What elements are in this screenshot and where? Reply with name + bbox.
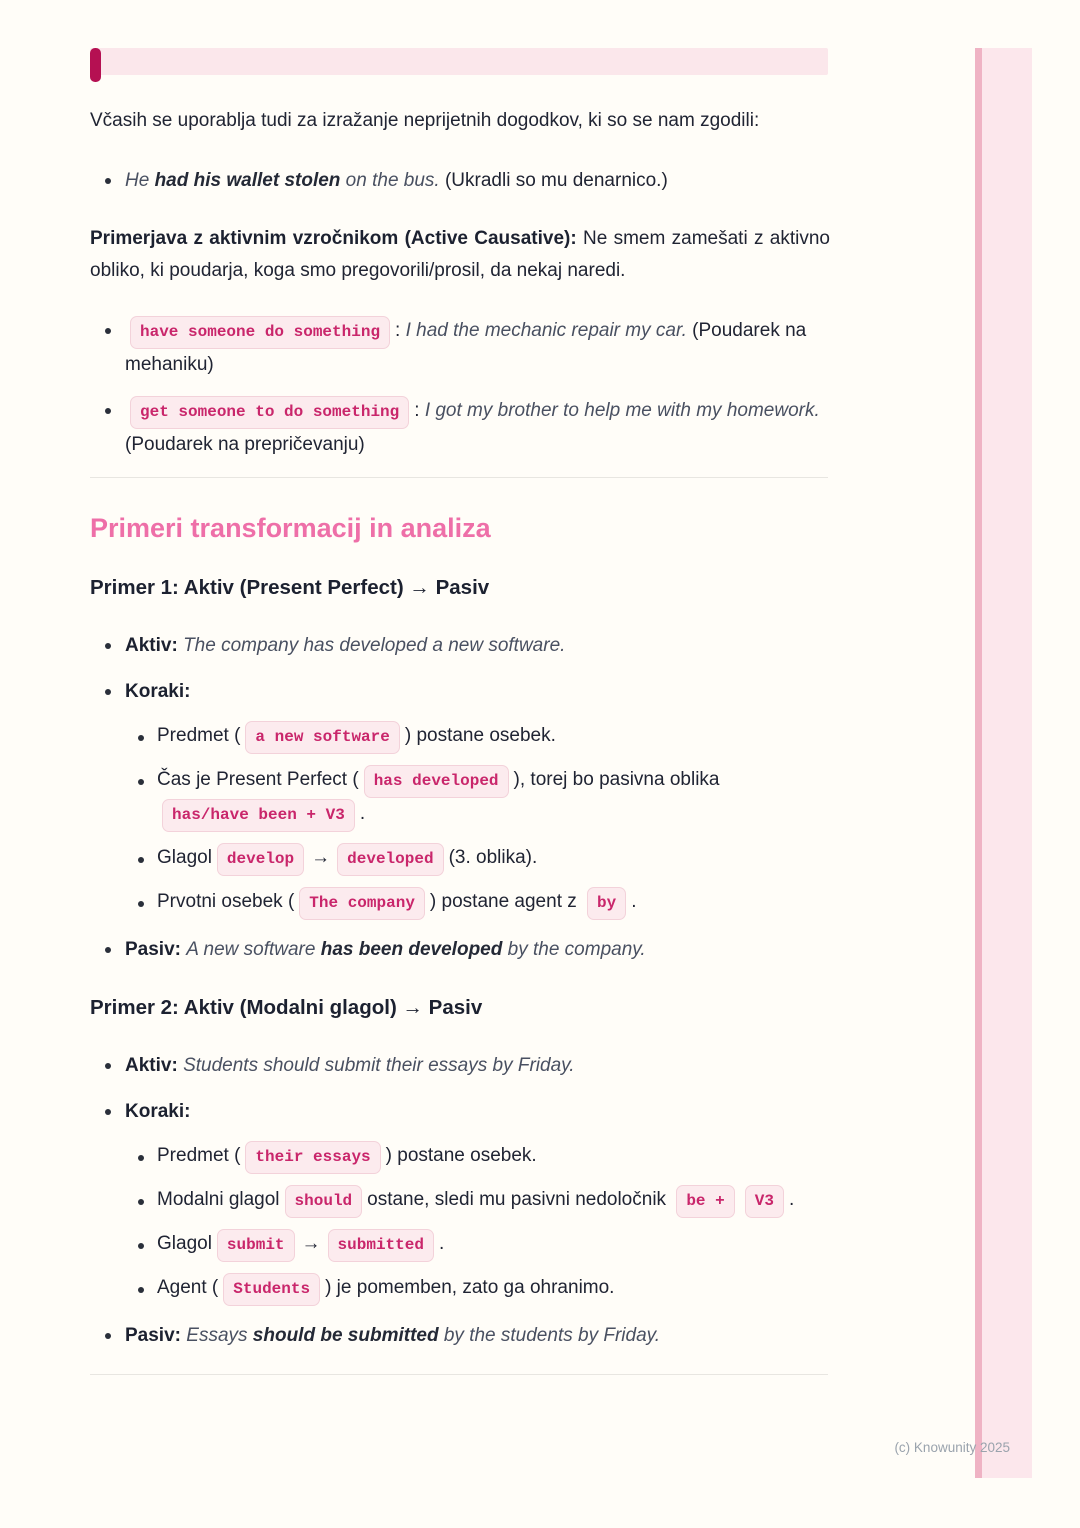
step-text: ) postane osebek.	[404, 725, 556, 746]
pasiv-sentence: by the students by Friday.	[438, 1325, 661, 1346]
step-text: Prvotni osebek (	[157, 891, 295, 912]
primer1-title: Primer 1: Aktiv (Present Perfect) → Pasiv	[90, 576, 490, 599]
example-sentence: on the bus.	[340, 170, 440, 191]
separator: :	[414, 400, 425, 421]
primer2-steps	[125, 1140, 830, 1306]
step-text: Agent (	[157, 1277, 219, 1298]
list-item	[90, 1096, 830, 1306]
copyright-note: (c) Knowunity 2025	[894, 1440, 1010, 1455]
comparison-lead: Primerjava z aktivnim vzročnikom (Active Causative):	[90, 228, 577, 249]
code-chip: The company	[299, 887, 425, 920]
step-item	[125, 1272, 830, 1306]
pasiv-sentence: Essays	[186, 1325, 253, 1346]
code-chip: get someone to do something	[130, 396, 409, 429]
step-text: Glagol	[157, 847, 212, 868]
step-text: ) postane agent z	[429, 891, 577, 912]
code-chip: submit	[217, 1229, 295, 1262]
code-chip: develop	[217, 843, 304, 876]
step-text: .	[631, 891, 637, 912]
aktiv-sentence: The company has developed a new software.	[183, 635, 566, 656]
step-text: .	[438, 1233, 445, 1254]
step-text: ostane, sledi mu pasivni nedoločnik	[367, 1189, 667, 1210]
list-item	[90, 1320, 830, 1352]
list-item	[90, 315, 830, 381]
intro-bullet-list	[90, 165, 830, 197]
aktiv-sentence: Students should submit their essays by Friday.	[183, 1055, 575, 1076]
code-chip: have someone do something	[130, 316, 390, 349]
code-chip: has/have been + V3	[162, 799, 355, 832]
step-text: Predmet (	[157, 725, 241, 746]
page-side-accent-strip	[975, 48, 1032, 1478]
section-divider	[90, 477, 828, 478]
arrow-glyph: →	[311, 847, 331, 868]
aktiv-label: Aktiv:	[125, 1055, 184, 1076]
pasiv-sentence: A new software	[186, 939, 321, 960]
primer2-title: Primer 2: Aktiv (Modalni glagol) → Pasiv	[90, 996, 483, 1019]
step-item	[125, 1184, 830, 1218]
step-text: Čas je Present Perfect (	[157, 769, 359, 790]
comparison-rest: Ne smem zamešati z aktivno obliko, ki poudarja, koga smo pregovorili/prosil, da nekaj naredi.	[90, 228, 830, 281]
code-chip: should	[285, 1185, 363, 1218]
code-chip: V3	[745, 1185, 784, 1218]
pasiv-sentence-bold: should be submitted	[252, 1325, 439, 1346]
step-text: Glagol	[157, 1233, 212, 1254]
step-text: (3. oblika).	[448, 847, 538, 868]
primer1-steps	[125, 720, 830, 920]
translation-note: (Poudarek na prepričevanju)	[125, 434, 365, 455]
intro-paragraph: Včasih se uporablja tudi za izražanje neprijetnih dogodkov, ki so se nam zgodili:	[90, 110, 760, 131]
step-item	[125, 886, 830, 920]
step-text: .	[359, 803, 366, 824]
document-content	[90, 48, 830, 1375]
step-item	[125, 764, 830, 832]
step-item	[125, 720, 830, 754]
list-item	[90, 1050, 830, 1082]
step-item	[125, 1140, 830, 1174]
list-item	[90, 630, 830, 662]
pasiv-sentence: by the company.	[502, 939, 646, 960]
aktiv-label: Aktiv:	[125, 635, 184, 656]
code-chip: submitted	[328, 1229, 434, 1262]
pasiv-sentence-bold: has been developed	[320, 939, 503, 960]
pasiv-label: Pasiv:	[125, 939, 187, 960]
example-sentence: I got my brother to help me with my homework.	[424, 400, 820, 421]
step-item	[125, 842, 830, 876]
list-item	[90, 676, 830, 920]
list-item	[90, 934, 830, 966]
step-text: Modalni glagol	[157, 1189, 280, 1210]
callout-remnant	[90, 48, 830, 75]
list-item	[90, 395, 830, 461]
code-chip: Students	[223, 1273, 320, 1306]
code-chip: a new software	[245, 721, 399, 754]
pasiv-label: Pasiv:	[125, 1325, 187, 1346]
section-heading: Primeri transformacij in analiza	[90, 513, 491, 543]
code-chip: developed	[337, 843, 443, 876]
callout-background	[90, 48, 828, 75]
step-text: ), torej bo pasivna oblika	[513, 769, 720, 790]
bottom-divider	[90, 1374, 828, 1375]
step-text: ) je pomemben, zato ga ohranimo.	[325, 1277, 615, 1298]
code-chip: their essays	[245, 1141, 380, 1174]
comparison-paragraph	[90, 223, 830, 287]
step-text: ) postane osebek.	[385, 1145, 537, 1166]
primer1-list	[90, 630, 830, 966]
callout-left-bar	[90, 48, 101, 82]
step-item	[125, 1228, 830, 1262]
step-text: Predmet (	[157, 1145, 241, 1166]
example-sentence: He	[125, 170, 155, 191]
code-chip: has developed	[364, 765, 509, 798]
translation-note: (Poudarek na mehaniku)	[125, 320, 807, 375]
primer2-list	[90, 1050, 830, 1352]
list-item	[90, 165, 830, 197]
koraki-label: Koraki:	[125, 1101, 191, 1122]
arrow-glyph: →	[301, 1233, 321, 1254]
step-text: .	[788, 1189, 795, 1210]
code-chip: by	[587, 887, 626, 920]
example-sentence: I had the mechanic repair my car.	[405, 320, 687, 341]
koraki-label: Koraki:	[125, 681, 191, 702]
example-sentence-bold: had his wallet stolen	[154, 170, 341, 191]
translation-note: (Ukradli so mu denarnico.)	[439, 170, 668, 191]
code-chip: be +	[676, 1185, 734, 1218]
separator: :	[395, 320, 406, 341]
causative-list	[90, 315, 830, 461]
